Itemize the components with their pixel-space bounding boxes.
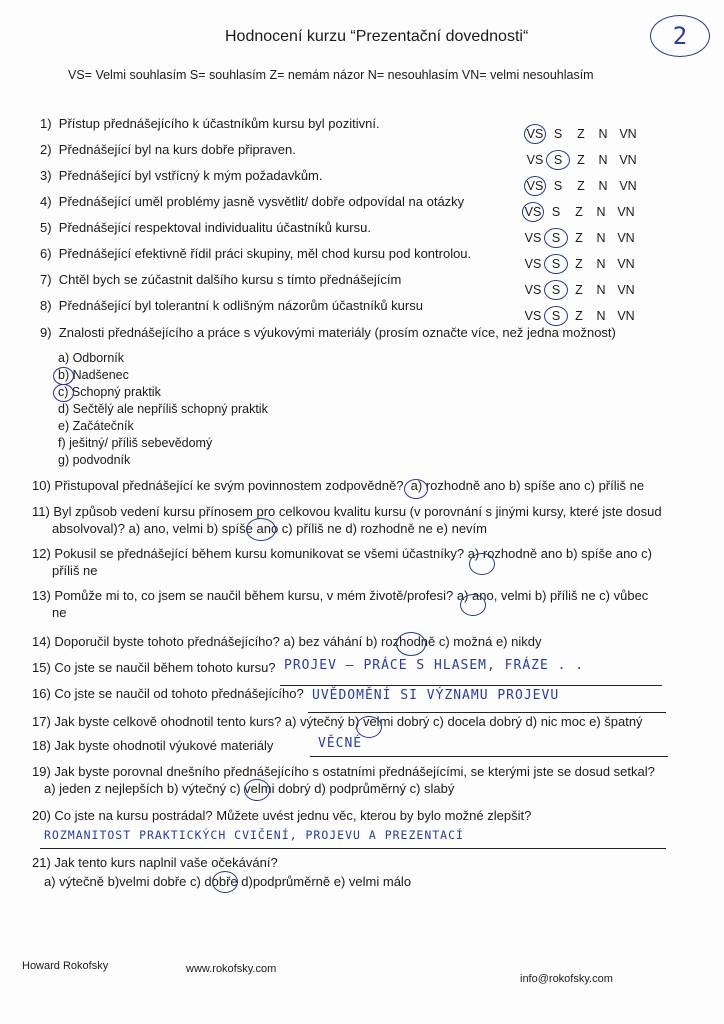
statement-8 [40, 298, 423, 313]
rating-option-vn[interactable]: VN [619, 153, 637, 167]
question-11-line1: 11) Byl způsob vedení kursu přínosem pro celkovou kvalitu kursu (v porovnání s jinými kursy, které jste dosud [32, 504, 662, 519]
rating-option-vn[interactable]: VN [617, 309, 635, 323]
question-12-line2: příliš ne [52, 563, 98, 578]
q9-option-d[interactable]: d) Sečtělý ale nepříliš schopný praktik [58, 402, 268, 416]
question-20: 20) Co jste na kursu postrádal? Můžete uvést jednu věc, kterou by bylo možné zlepšit? [32, 808, 532, 823]
question-13-line2: ne [52, 605, 67, 620]
rating-option-vn[interactable]: VN [617, 231, 635, 245]
rating-option-vs-selected[interactable]: VS [524, 176, 546, 196]
q9-option-g[interactable]: g) podvodník [58, 453, 131, 467]
statement-7 [40, 272, 401, 287]
rating-option-n[interactable]: N [596, 283, 606, 297]
statement-number: 7) [40, 272, 52, 287]
rating-option-n[interactable]: N [596, 231, 606, 245]
rating-option-n[interactable]: N [598, 153, 608, 167]
rating-scale-4 [522, 202, 640, 222]
selection-mark-q11 [246, 518, 276, 541]
answer-line [310, 756, 668, 757]
scale-legend: VS= Velmi souhlasím S= souhlasím Z= nemám názor N= nesouhlasím VN= velmi nesouhlasím [68, 68, 594, 82]
statement-2 [40, 142, 296, 157]
q16-handwritten-answer: UVĚDOMĚNÍ SI VÝZNAMU PROJEVU [312, 688, 560, 703]
rating-option-s[interactable]: S [551, 205, 561, 219]
answer-line [40, 848, 666, 849]
form-number: 2 [672, 22, 688, 50]
statement-number: 3) [40, 168, 52, 183]
q9-option-e[interactable]: e) Začátečník [58, 419, 134, 433]
selection-mark-q21 [212, 871, 238, 893]
question-13-line1: 13) Pomůže mi to, co jsem se naučil během kursu, v mém životě/profesi? a) ano, velmi b) příliš ne c) vůbec [32, 588, 649, 603]
selection-mark-q9-b [53, 367, 74, 385]
statement-number: 2) [40, 142, 52, 157]
question-11-line2: absolvoval)? a) ano, velmi b) spíše ano c) příliš ne d) rozhodně ne e) nevím [52, 521, 487, 536]
statement-number: 1) [40, 116, 52, 131]
selection-mark-q14 [396, 632, 426, 656]
q9-option-b[interactable]: b) Nadšenec [58, 368, 129, 382]
statement-text: Chtěl bych se zúčastnit dalšího kursu s tímto přednášejícím [58, 272, 402, 287]
q9-option-f[interactable]: f) ješitný/ příliš sebevědomý [58, 436, 213, 450]
selection-mark-q17 [356, 716, 382, 738]
question-text: 10) Přistupoval přednášející ke svým povinnostem zodpovědně? [32, 478, 404, 493]
statement-text: Přednášející efektivně řídil práci skupiny, měl chod kursu pod kontrolou. [58, 246, 472, 261]
q20-handwritten-answer: ROZMANITOST PRAKTICKÝCH CVIČENÍ, PROJEVU A PREZENTACÍ [44, 828, 464, 842]
statement-6 [40, 246, 471, 261]
rating-option-z[interactable]: Z [575, 205, 583, 219]
rating-option-n[interactable]: N [596, 257, 606, 271]
selection-mark-q13 [460, 594, 486, 616]
rating-option-n[interactable]: N [598, 127, 608, 141]
rating-option-vs-selected[interactable]: VS [522, 202, 544, 222]
rating-option-vn[interactable]: VN [617, 205, 635, 219]
statement-text: Přednášející byl vstřícný k mým požadavkům. [58, 168, 323, 183]
rating-option-z[interactable]: Z [575, 283, 583, 297]
answer-line [308, 712, 666, 713]
statement-text: Přednášející byl na kurs dobře připraven. [58, 142, 296, 157]
rating-scale-6 [522, 254, 640, 274]
statement-number: 6) [40, 246, 52, 261]
question-14: 14) Doporučil byste tohoto přednášejícího? a) bez váhání b) rozhodně c) možná e) nikdy [32, 634, 542, 649]
form-number-circle [650, 15, 710, 57]
statement-number: 8) [40, 298, 52, 313]
footer-email[interactable]: info@rokofsky.com [520, 973, 613, 985]
rating-option-z[interactable]: Z [575, 309, 583, 323]
question-19-line1: 19) Jak byste porovnal dnešního přednášejícího s ostatními přednášejícími, se kterými jste se dosud setkal? [32, 764, 655, 779]
rating-option-vs[interactable]: VS [524, 257, 542, 271]
rating-option-z[interactable]: Z [575, 231, 583, 245]
rating-option-vn[interactable]: VN [619, 127, 637, 141]
question-21-line2: a) výtečně b)velmi dobře c) dobře d)podprůměrně e) velmi málo [44, 874, 412, 889]
statement-text: Přednášející byl tolerantní k odlišným názorům účastníků kursu [58, 298, 423, 313]
rating-option-s[interactable]: S [553, 179, 563, 193]
rating-scale-7 [522, 280, 640, 300]
rating-option-z[interactable]: Z [575, 257, 583, 271]
statement-number: 4) [40, 194, 52, 209]
rating-option-vn[interactable]: VN [617, 283, 635, 297]
question-text: Znalosti přednášejícího a práce s výukovými materiály (prosím označte více, než jedna možnost) [58, 325, 616, 340]
rating-option-n[interactable]: N [596, 309, 606, 323]
question-19-line2: a) jeden z nejlepších b) výtečný c) velmi dobrý d) podprůměrný c) slabý [44, 781, 455, 796]
rating-scale-1 [524, 124, 642, 144]
rating-option-s-selected[interactable]: S [546, 150, 570, 170]
answer-line [280, 685, 662, 686]
rating-option-vs[interactable]: VS [524, 283, 542, 297]
statement-number: 5) [40, 220, 52, 235]
rating-option-s-selected[interactable]: S [544, 306, 568, 326]
question-15: 15) Co jste se naučil během tohoto kursu? [32, 660, 276, 675]
rating-option-z[interactable]: Z [577, 153, 585, 167]
selection-mark-q19 [244, 779, 270, 801]
question-18: 18) Jak byste ohodnotil výukové materiály [32, 738, 274, 753]
rating-option-vs-selected[interactable]: VS [524, 124, 546, 144]
q18-handwritten-answer: VĚCNÉ [318, 736, 363, 751]
question-16: 16) Co jste se naučil od tohoto přednášejícího? [32, 686, 304, 701]
rating-option-vs[interactable]: VS [524, 231, 542, 245]
q9-option-a[interactable]: a) Odborník [58, 351, 125, 365]
rating-option-s[interactable]: S [553, 127, 563, 141]
q9-option-c[interactable]: c) Schopný praktik [58, 385, 161, 399]
statement-text: Přednášející respektoval individualitu účastníků kursu. [58, 220, 371, 235]
rating-option-z[interactable]: Z [577, 179, 585, 193]
selection-mark-q10 [404, 479, 428, 499]
footer-author: Howard Rokofsky [22, 960, 109, 972]
rating-option-n[interactable]: N [596, 205, 606, 219]
question-number: 9) [40, 325, 52, 340]
question-10 [32, 478, 644, 493]
statement-5 [40, 220, 371, 235]
rating-option-s-selected[interactable]: S [544, 280, 568, 300]
form-title: Hodnocení kurzu “Prezentační dovednosti“ [225, 28, 529, 45]
statement-4 [40, 194, 464, 209]
question-12-line1: 12) Pokusil se přednášející během kursu komunikovat se všemi účastníky? a) rozhodně ano b) spíše ano c) [32, 546, 652, 561]
statement-1 [40, 116, 380, 131]
footer-website[interactable]: www.rokofsky.com [186, 963, 277, 975]
rating-scale-3 [524, 176, 642, 196]
question-9 [40, 325, 616, 340]
question-21-line1: 21) Jak tento kurs naplnil vaše očekávání? [32, 855, 278, 870]
rating-scale-8 [522, 306, 640, 326]
statement-text: Přednášející uměl problémy jasně vysvětlit/ dobře odpovídal na otázky [58, 194, 465, 209]
rating-option-z[interactable]: Z [577, 127, 585, 141]
question-17: 17) Jak byste celkově ohodnotil tento kurs? a) výtečný b) velmi dobrý c) docela dobrý d) nic moc e) špatný [32, 714, 643, 729]
rating-scale-2 [524, 150, 642, 170]
q15-handwritten-answer: PROJEV – PRÁCE S HLASEM, FRÁZE . . [284, 658, 585, 673]
rating-option-n[interactable]: N [598, 179, 608, 193]
rating-option-s-selected[interactable]: S [544, 228, 568, 248]
statement-text: Přístup přednášejícího k účastníkům kursu byl pozitivní. [58, 116, 380, 131]
selection-mark-q12 [469, 553, 495, 575]
rating-option-vn[interactable]: VN [617, 257, 635, 271]
rating-option-vn[interactable]: VN [619, 179, 637, 193]
selection-mark-q9-c [53, 384, 74, 402]
statement-3 [40, 168, 323, 183]
rating-option-vs[interactable]: VS [524, 309, 542, 323]
rating-option-vs[interactable]: VS [526, 153, 544, 167]
rating-scale-5 [522, 228, 640, 248]
rating-option-s-selected[interactable]: S [544, 254, 568, 274]
answer-options: a) rozhodně ano b) spíše ano c) příliš ne [410, 478, 645, 493]
